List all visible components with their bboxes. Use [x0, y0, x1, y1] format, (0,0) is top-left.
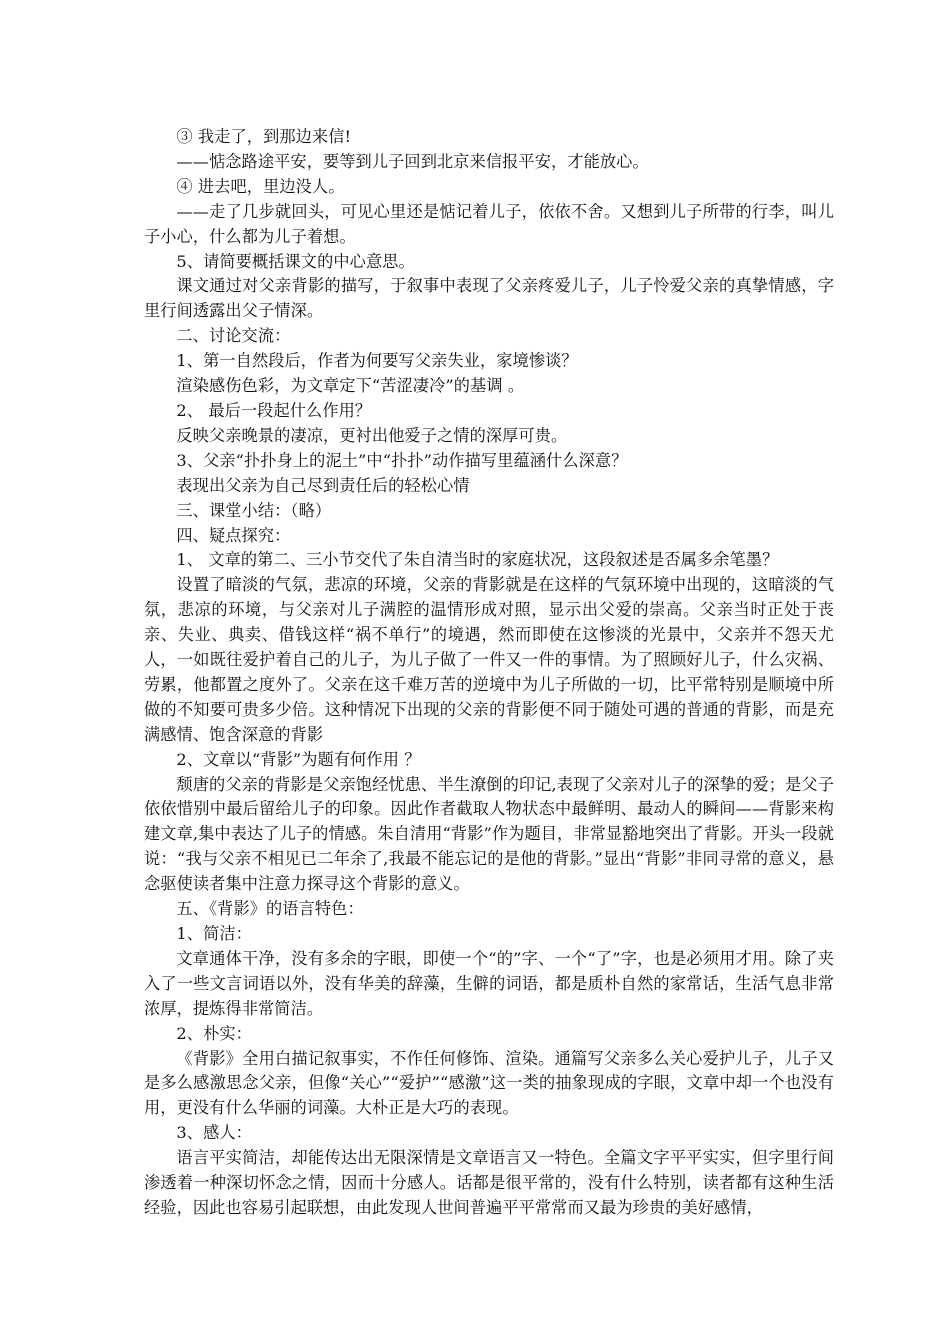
paragraph: 颓唐的父亲的背影是父亲饱经忧患、半生潦倒的印记,表现了父亲对儿子的深挚的爱；是父子依依惜别中最后留给儿子的印象。因此作者截取人物状态中最鲜明、最动人的瞬间——背影来构建文章,集中表达了儿子的情感。朱自清用“背影”作为题目，非常显豁地突出了背影。开头一段就说：“我与父亲不相见已二年余了,我最不能忘记的是他的背影。”显出“背影”非同寻常的意义，悬念驱使读者集中注意力探寻这个背影的意义。 — [144, 774, 834, 894]
paragraph: 文章通体干净，没有多余的字眼，即使一个“的”字、一个“了”字，也是必须用才用。除了夹入了一些文言词语以外，没有华美的辞藻，生僻的词语，都是质朴自然的家常话，生活气息非常浓厚，提炼得非常简洁。 — [144, 948, 834, 1018]
question-heading: 1、 文章的第二、三小节交代了朱自清当时的家庭状况，这段叙述是否属多余笔墨？ — [176, 550, 779, 570]
paragraph: ——走了几步就回头，可见心里还是惦记着儿子，依依不舍。又想到儿子所带的行李，叫儿子小心，什么都为儿子着想。 — [144, 201, 834, 246]
paragraph: 语言平实简洁，却能传达出无限深情是文章语言又一特色。全篇文字平平实实，但字里行间渗透着一种深切怀念之情，因而十分感人。话都是很平常的，没有什么特别，读者都有这种生活经验，因此也容易引起联想，由此发现人世间普遍平平常常而又最为珍贵的美好感情， — [144, 1148, 834, 1217]
paragraph: 表现出父亲为自己尽到责任后的轻松心情 — [176, 475, 470, 495]
section-heading: 五、《背影》的语言特色： — [176, 899, 364, 919]
paragraph: 渲染感伤色彩，为文章定下“苦涩凄冷”的基调 。 — [176, 376, 525, 396]
question-heading: 5、请简要概括课文的中心意思。 — [176, 251, 415, 271]
question-heading: 3、感人： — [176, 1123, 252, 1143]
question-heading: 2、朴实： — [176, 1023, 252, 1043]
paragraph: ④ 进去吧，里边没人。 — [176, 176, 345, 196]
document-page — [144, 125, 834, 1221]
question-heading: 1、第一自然段后，作者为何要写父亲失业，家境惨谈？ — [176, 351, 578, 371]
paragraph: 设置了暗淡的气氛，悲凉的环境，父亲的背影就是在这样的气氛环境中出现的，这暗淡的气氛，悲凉的环境，与父亲对儿子满腔的温情形成对照，显示出父爱的崇高。父亲当时正处于丧亲、失业、典卖、借钱这样“祸不单行”的境遇，然而即使在这惨淡的光景中，父亲并不怨天尤人，一如既往爱护着自己的儿子，为儿子做了一件又一件的事情。为了照顾好儿子，什么灾祸、劳累，他都置之度外了。父亲在这千难万苦的逆境中为儿子所做的一切，比平常特别是顺境中所做的不知要可贵多少倍。这种情况下出现的父亲的背影便不同于随处可遇的普通的背影，而是充满感情、饱含深意的背影 — [144, 575, 834, 744]
question-heading: 3、父亲“扑扑身上的泥土”中“扑扑”动作描写里蕴涵什么深意？ — [176, 450, 628, 470]
section-heading: 四、疑点探究： — [176, 525, 291, 545]
question-heading: 2、文章以“背影”为题有何作用 ？ — [176, 749, 421, 769]
question-heading: 1、简洁： — [176, 924, 252, 943]
section-heading: 三、课堂小结：（略） — [176, 500, 332, 520]
paragraph: ③ 我走了，到那边来信! — [176, 127, 352, 146]
paragraph: 课文通过对父亲背影的描写，于叙事中表现了父亲疼爱儿子，儿子怜爱父亲的真挚情感，字里行间透露出父子情深。 — [144, 276, 834, 321]
paragraph: ——惦念路途平安，要等到儿子回到北京来信报平安，才能放心。 — [176, 151, 649, 171]
section-heading: 二、讨论交流： — [176, 326, 291, 346]
paragraph: 反映父亲晚景的凄凉，更衬出他爱子之情的深厚可贵。 — [176, 425, 568, 445]
paragraph: 《背影》全用白描记叙事实，不作任何修饰、渲染。通篇写父亲多么关心爱护儿子，儿子又是多么感激思念父亲，但像“关心”“爱护”“感激”这一类的抽象现成的字眼，文章中却一个也没有用，更没有什么华丽的词藻。大朴正是大巧的表现。 — [144, 1048, 834, 1118]
question-heading: 2、 最后一段起什么作用？ — [176, 400, 372, 420]
